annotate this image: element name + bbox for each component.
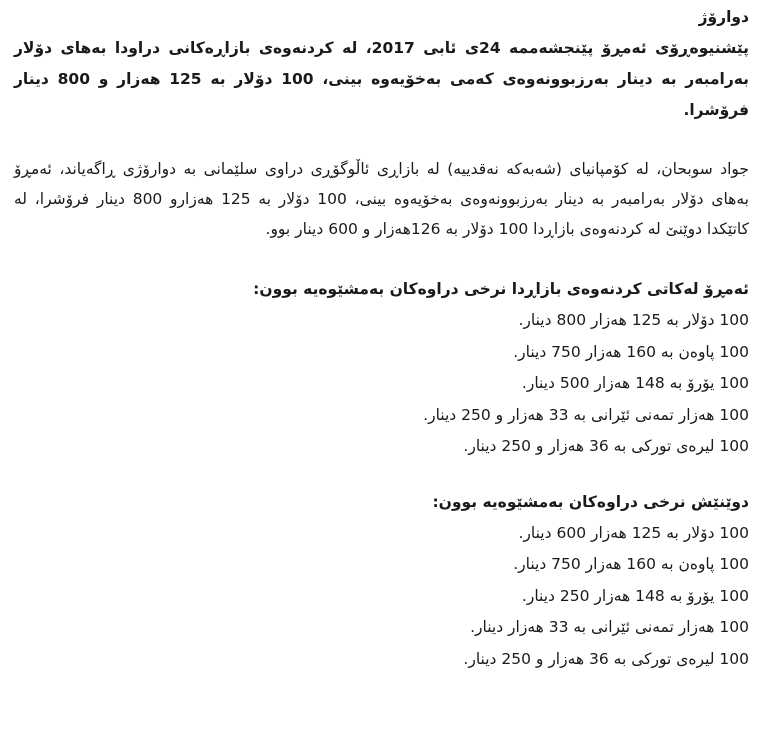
rate-item-irr: 100 هەزار تمەنی ئێرانی بە 33 هەزار دینار.	[470, 618, 749, 636]
rate-item-eur: 100 یۆرۆ بە 148 هەزار 500 دینار.	[521, 374, 749, 392]
yesterday-rates-heading: دوێنێش نرخی دراوەکان بەمشێوەیە بوون:	[432, 492, 749, 511]
yesterday-rates-list	[14, 518, 749, 676]
lead-paragraph: پێشنیوەڕۆی ئەمڕۆ پێنجشەممە 24ی ئابی 2017، لە کردنەوەی بازاڕەکانی دراودا بەهای دۆلار بەرامبەر بە دینار بەرزبوونەوەی کەمی بەخۆیەوە بینی، 100 دۆلار بە 125 هەزار و 800 دینار فرۆشرا.	[14, 39, 749, 119]
rate-item-gbp: 100 پاوەن بە 160 هەزار 750 دینار.	[513, 555, 749, 573]
rate-item-usd: 100 دۆلار بە 125 هەزار 600 دینار.	[518, 523, 749, 542]
rate-item-usd: 100 دۆلار بە 125 هەزار 800 دینار.	[518, 311, 749, 329]
today-rates-heading: ئەمڕۆ لەکاتی کردنەوەی بازاڕدا نرخی دراوەکان بەمشێوەیە بوون:	[253, 280, 749, 298]
source-label: دوارۆژ	[698, 8, 749, 26]
rate-item-gbp: 100 پاوەن بە 160 هەزار 750 دینار.	[513, 342, 749, 361]
rate-item-irr: 100 هەزار تمەنی ئێرانی بە 33 هەزار و 250 دینار.	[423, 405, 749, 424]
today-rates-list	[14, 305, 749, 463]
body-paragraph: جواد سوبحان، لە کۆمپانیای (شەبەکە نەقدییە) لە بازاڕی ئاڵوگۆڕی دراوی سلێمانی بە دوارۆژی ڕاگەیاند، ئەمڕۆ بەهای دۆلار بەرامبەر بە دینار بەرزبوونەوەی بەخۆیەوە بینی، 100 دۆلار بە 125 هەزارو 800 دینار فرۆشرا، لە کاتێکدا دوێنێ لە کردنەوەی بازاڕدا 100 دۆلار بە 126هەزار و 600 دینار بوو.	[14, 160, 749, 238]
rate-item-try: 100 لیرەی تورکی بە 36 هەزار و 250 دینار.	[463, 649, 749, 668]
rate-item-eur: 100 یۆرۆ بە 148 هەزار 250 دینار.	[521, 586, 749, 605]
rate-item-try: 100 لیرەی تورکی بە 36 هەزار و 250 دینار.	[463, 437, 749, 455]
